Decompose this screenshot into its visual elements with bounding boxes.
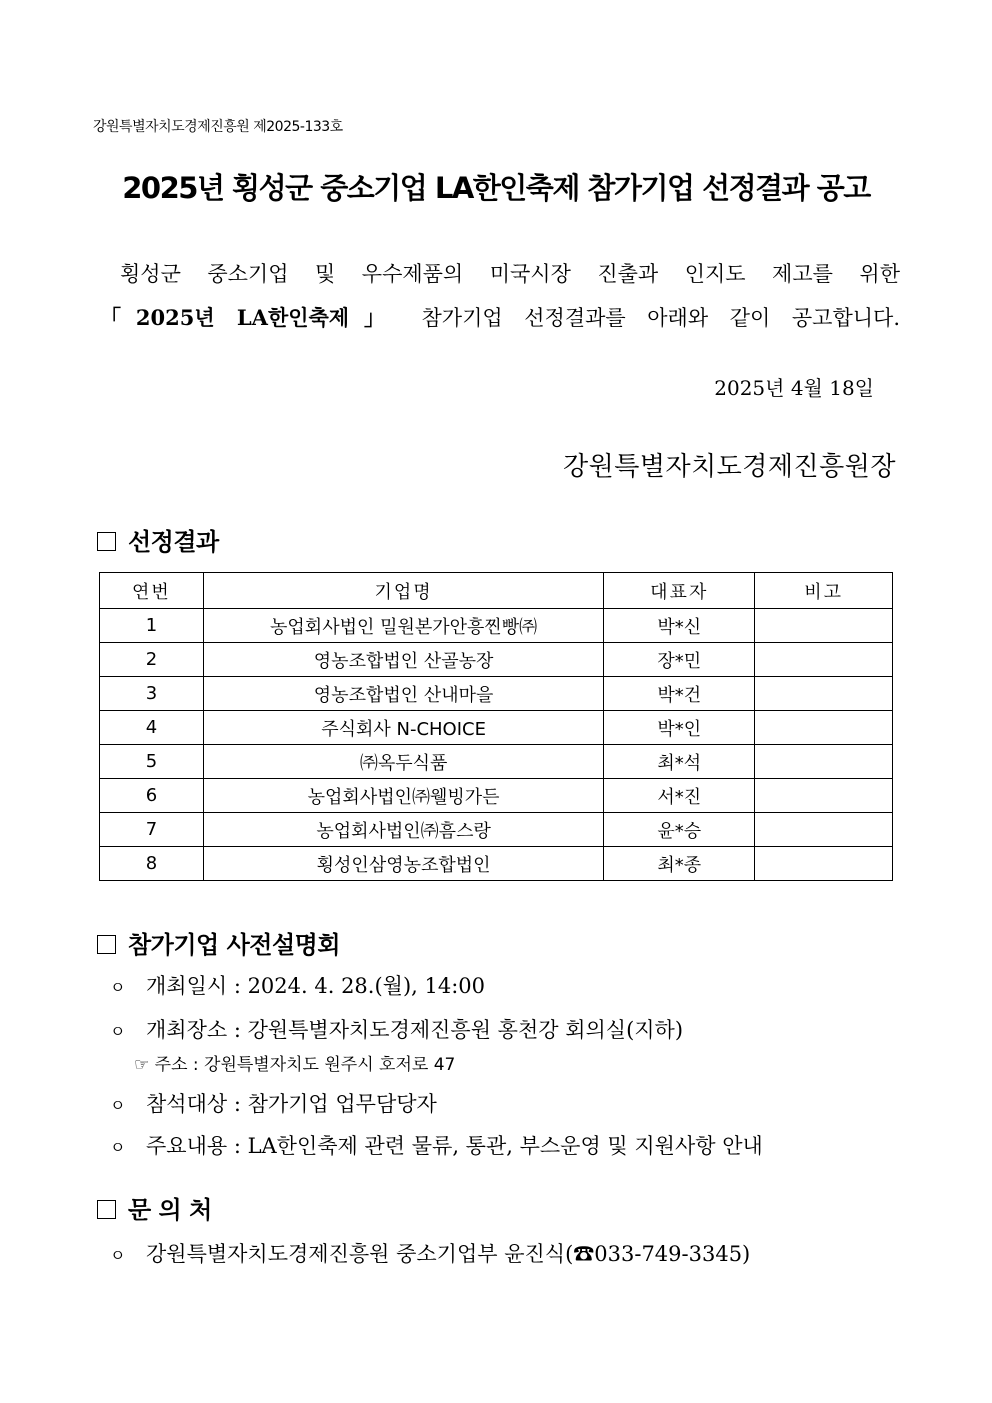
list-item-text: 주요내용 : LA한인축제 관련 물류, 통관, 부스운영 및 지원사항 안내 <box>146 1134 763 1158</box>
list-item-text: 참석대상 : 참가기업 업무담당자 <box>146 1092 437 1116</box>
result-table <box>99 572 893 881</box>
cell-no: 6 <box>100 779 204 813</box>
column-header-note: 비고 <box>755 573 893 609</box>
cell-rep: 박*인 <box>604 711 755 745</box>
column-header-rep: 대표자 <box>604 573 755 609</box>
cell-no: 2 <box>100 643 204 677</box>
cell-rep: 박*신 <box>604 609 755 643</box>
cell-note <box>755 643 893 677</box>
table-row <box>100 643 893 677</box>
table-row <box>100 677 893 711</box>
list-item <box>110 1130 763 1160</box>
table-row <box>100 711 893 745</box>
cell-rep: 윤*승 <box>604 813 755 847</box>
cell-note <box>755 813 893 847</box>
section-heading-result <box>97 522 219 557</box>
cell-note <box>755 677 893 711</box>
cell-no: 1 <box>100 609 204 643</box>
cell-rep: 최*종 <box>604 847 755 881</box>
table-row <box>100 779 893 813</box>
bullet-icon: ㅇ <box>110 1138 126 1157</box>
cell-note <box>755 779 893 813</box>
cell-company: ㈜옥두식품 <box>203 745 604 779</box>
cell-note <box>755 847 893 881</box>
section-heading-label: 참가기업 사전설명회 <box>128 931 341 959</box>
contact-text: 강원특별자치도경제진흥원 중소기업부 윤진식(☎033-749-3345) <box>146 1242 751 1266</box>
cell-company: 농업회사법인㈜웰빙가든 <box>203 779 604 813</box>
list-item-text: 개최장소 : 강원특별자치도경제진흥원 홍천강 회의실(지하) <box>146 1018 684 1042</box>
list-item <box>110 1088 437 1118</box>
cell-note <box>755 711 893 745</box>
section-heading-briefing <box>97 925 340 960</box>
cell-no: 5 <box>100 745 204 779</box>
document-number: 강원특별자치도경제진흥원 제2025-133호 <box>93 119 343 135</box>
cell-rep: 박*건 <box>604 677 755 711</box>
bullet-icon: ㅇ <box>110 1096 126 1115</box>
cell-no: 4 <box>100 711 204 745</box>
bullet-icon: ㅇ <box>110 1246 126 1265</box>
cell-rep: 장*민 <box>604 643 755 677</box>
column-header-company: 기업명 <box>203 573 604 609</box>
bullet-icon: ㅇ <box>110 978 126 997</box>
cell-rep: 최*석 <box>604 745 755 779</box>
checkbox-square-icon <box>97 1200 116 1219</box>
intro-paragraph <box>100 252 900 340</box>
table-row <box>100 847 893 881</box>
table-header-row <box>100 573 893 609</box>
column-header-no: 연번 <box>100 573 204 609</box>
intro-line-2-rest: 참가기업 선정결과를 아래와 같이 공고합니다. <box>399 306 900 330</box>
checkbox-square-icon <box>97 935 116 954</box>
list-item <box>110 970 485 1000</box>
list-item <box>110 1238 750 1268</box>
cell-note <box>755 745 893 779</box>
section-heading-contact <box>97 1190 212 1225</box>
section-heading-label: 문 의 처 <box>128 1196 212 1224</box>
cell-no: 8 <box>100 847 204 881</box>
cell-company: 주식회사 N-CHOICE <box>203 711 604 745</box>
cell-company: 횡성인삼영농조합법인 <box>203 847 604 881</box>
cell-company: 영농조합법인 산골농장 <box>203 643 604 677</box>
table-row <box>100 745 893 779</box>
section-heading-label: 선정결과 <box>128 528 219 556</box>
cell-company: 농업회사법인㈜흠스랑 <box>203 813 604 847</box>
cell-note <box>755 609 893 643</box>
list-item <box>110 1014 683 1044</box>
cell-company: 영농조합법인 산내마을 <box>203 677 604 711</box>
intro-line-1: 횡성군 중소기업 및 우수제품의 미국시장 진출과 인지도 제고를 위한 <box>120 262 900 286</box>
signature: 강원특별자치도경제진흥원장 <box>562 452 896 482</box>
address-note: ☞ 주소 : 강원특별자치도 원주시 호저로 47 <box>134 1055 456 1075</box>
cell-company: 농업회사법인 밀원본가안흥찐빵㈜ <box>203 609 604 643</box>
table-row <box>100 813 893 847</box>
bullet-icon: ㅇ <box>110 1022 126 1041</box>
checkbox-square-icon <box>97 532 116 551</box>
announcement-date: 2025년 4월 18일 <box>714 376 874 400</box>
cell-rep: 서*진 <box>604 779 755 813</box>
cell-no: 7 <box>100 813 204 847</box>
table-row <box>100 609 893 643</box>
page-title: 2025년 횡성군 중소기업 LA한인축제 참가기업 선정결과 공고 <box>122 171 870 205</box>
event-name: 「2025년 LA한인축제」 <box>100 305 400 330</box>
cell-no: 3 <box>100 677 204 711</box>
list-item-text: 개최일시 : 2024. 4. 28.(월), 14:00 <box>146 974 486 998</box>
intro-line-2 <box>100 296 900 340</box>
